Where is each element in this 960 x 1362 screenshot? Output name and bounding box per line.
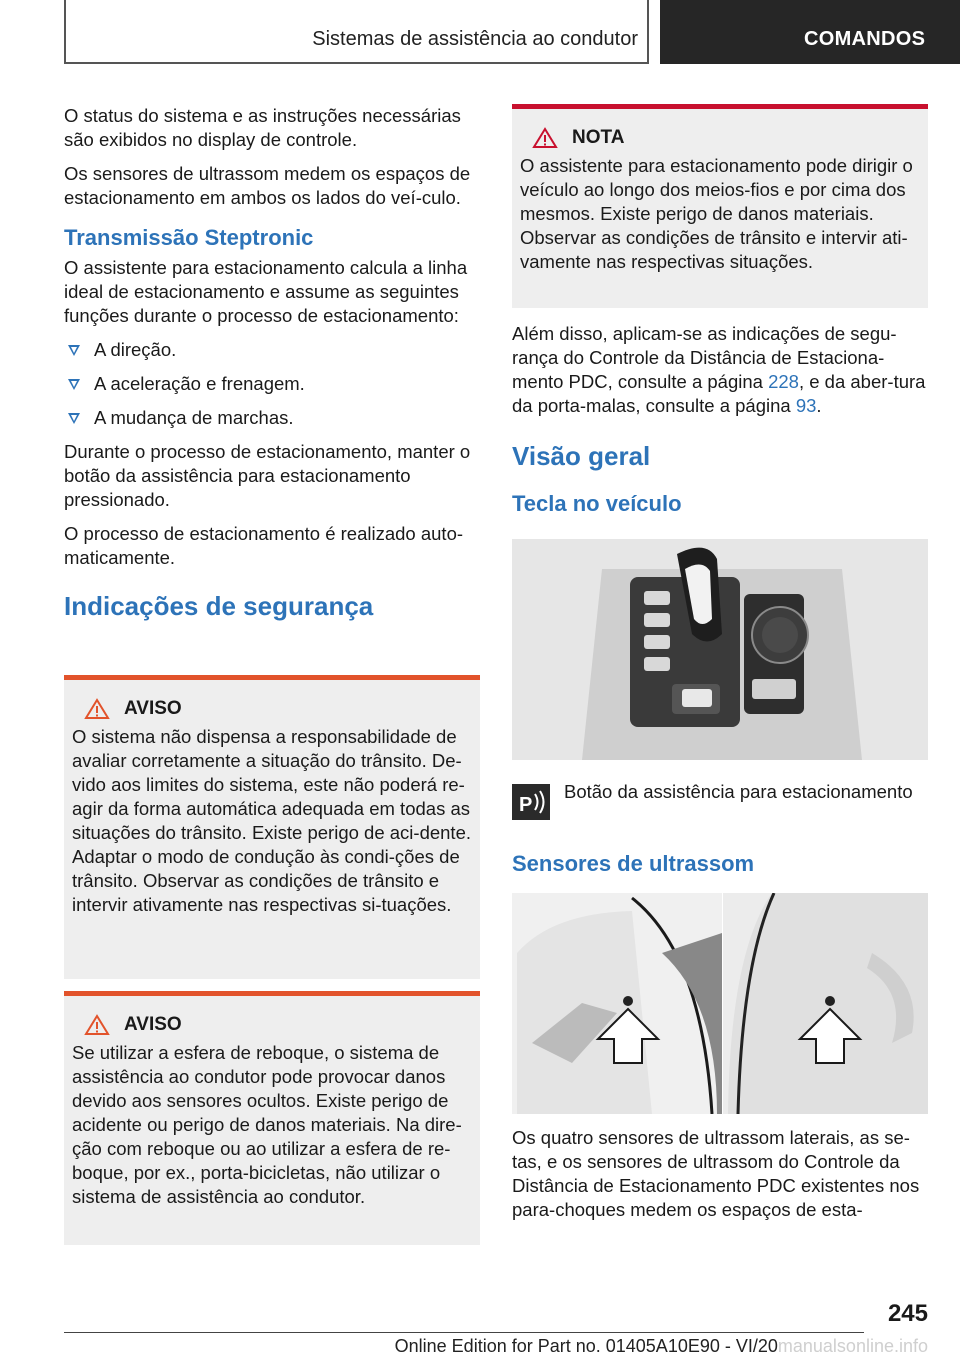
paragraph-assistant-functions: O assistente para estacionamento calcula a linha ideal de estacionamento e assume as seguintes funções durante o processo de estacionamento: [64,257,468,326]
note-header [532,126,920,150]
note-triangle-icon [532,127,558,149]
triangle-bullet-icon [68,379,80,390]
header-section-title: Sistemas de assistência ao condutor [312,28,638,50]
warning-triangle-icon [84,1014,110,1036]
warning-header [84,697,472,721]
warning-box [64,675,480,979]
text-span: . [816,395,822,416]
paragraph-hold-button: Durante o processo de estacionamento, manter o botão da assistência para estacionamento pressionado. [64,441,471,510]
paragraph-sensors: Os sensores de ultrassom medem os espaços de estacionamento em ambos os lados do veí-culo. [64,163,471,208]
note-title: NOTA [572,127,625,148]
text-span: , e da aber-tura da porta-malas, consulte a página [512,371,926,416]
list-item [64,372,480,396]
footer-edition [64,1336,928,1357]
heading-steptronic: Transmissão Steptronic [64,225,314,250]
button-caption: Botão da assistência para estacionamento [564,781,913,802]
heading-sensors: Sensores de ultrassom [512,851,755,876]
warning-bar [64,991,480,996]
list-item [64,338,480,362]
watermark: manualsonline.info [777,1336,928,1356]
footer-rule [64,1332,864,1333]
header-bottom-rule [64,62,649,64]
page-link-93[interactable]: 93 [795,395,817,416]
warning-header [84,1013,472,1037]
triangle-bullet-icon [68,345,80,356]
header-left-rule [64,0,66,64]
page-link-228[interactable]: 228 [768,371,799,392]
note-text: O assistente para estacionamento pode dirigir o veículo ao longo dos meios-fios e por cima dos mesmos. Existe perigo de danos materiais. Observar as condições de trânsito e intervir ati-vamente nas respectivas situações. [520,155,913,272]
left-column [64,104,480,622]
header-chapter-tab: COMANDOS [660,0,960,64]
paragraph-also-applies [512,322,928,418]
sensors-heading-block [512,850,928,878]
text-span: Além disso, aplicam-se as indicações de segu-rança do Controle da Distância de Estaciona-mento PDC, consulte a página [512,323,897,392]
edition-text: Online Edition for Part no. 01405A10E90 - VI/20 [394,1336,778,1356]
paragraph-status: O status do sistema e as instruções necessárias são exibidos no display de controle. [64,105,461,150]
page-number: 245 [887,1300,928,1327]
paragraph-sensors-description: Os quatro sensores de ultrassom laterais, as se-tas, e os sensores de ultrassom do Controle da Distância de Estacionamento PDC existentes nos para-choques medem os espaços de esta- [512,1127,920,1220]
sensor-illustration [512,893,928,1114]
list-item [64,406,480,430]
sensor-photos [512,893,928,1114]
console-photo [512,539,928,760]
heading-overview: Visão geral [512,441,651,471]
console-illustration [512,539,928,760]
note-box [512,104,928,308]
function-list [64,338,480,430]
note-bar [512,104,928,109]
warning-text: Se utilizar a esfera de reboque, o sistema de assistência ao condutor pode provocar danos devido aos sensores ocultos. Existe perigo de acidente ou perigo de danos materiais. Na dire-ção com reboque ou ao utilizar a esfera de re-boque, por ex., porta-bicicletas, não utilizar o sistema de assistência ao condutor. [72,1042,462,1207]
warning-title: AVISO [124,1014,182,1035]
warning-box [64,991,480,1245]
heading-button: Tecla no veículo [512,491,682,516]
right-column [512,322,928,518]
triangle-bullet-icon [68,413,80,424]
warning-bar [64,675,480,680]
paragraph-automatic: O processo de estacionamento é realizado auto-maticamente. [64,523,464,568]
heading-safety: Indicações de segurança [64,591,374,621]
sensor-text-block [512,1126,928,1232]
warning-title: AVISO [124,698,182,719]
list-item-label: A mudança de marchas. [94,407,294,428]
warning-text: O sistema não dispensa a responsabilidade de avaliar corretamente a situação do trânsito. De-vido aos limites do sistema, este não poderá re-agir da forma automática adequada em todas as situações do trânsito. Existe perigo de aci-dente. Adaptar o modo de condução às condi-ções de trânsito. Observar as condições de trânsito e intervir ativamente nas respectivas si-tuações. [72,726,472,915]
parking-assist-icon [512,784,550,820]
list-item-label: A aceleração e frenagem. [94,373,305,394]
list-item-label: A direção. [94,339,177,360]
svg-text:P: P [519,794,533,816]
header-divider [647,0,649,64]
warning-triangle-icon [84,698,110,720]
